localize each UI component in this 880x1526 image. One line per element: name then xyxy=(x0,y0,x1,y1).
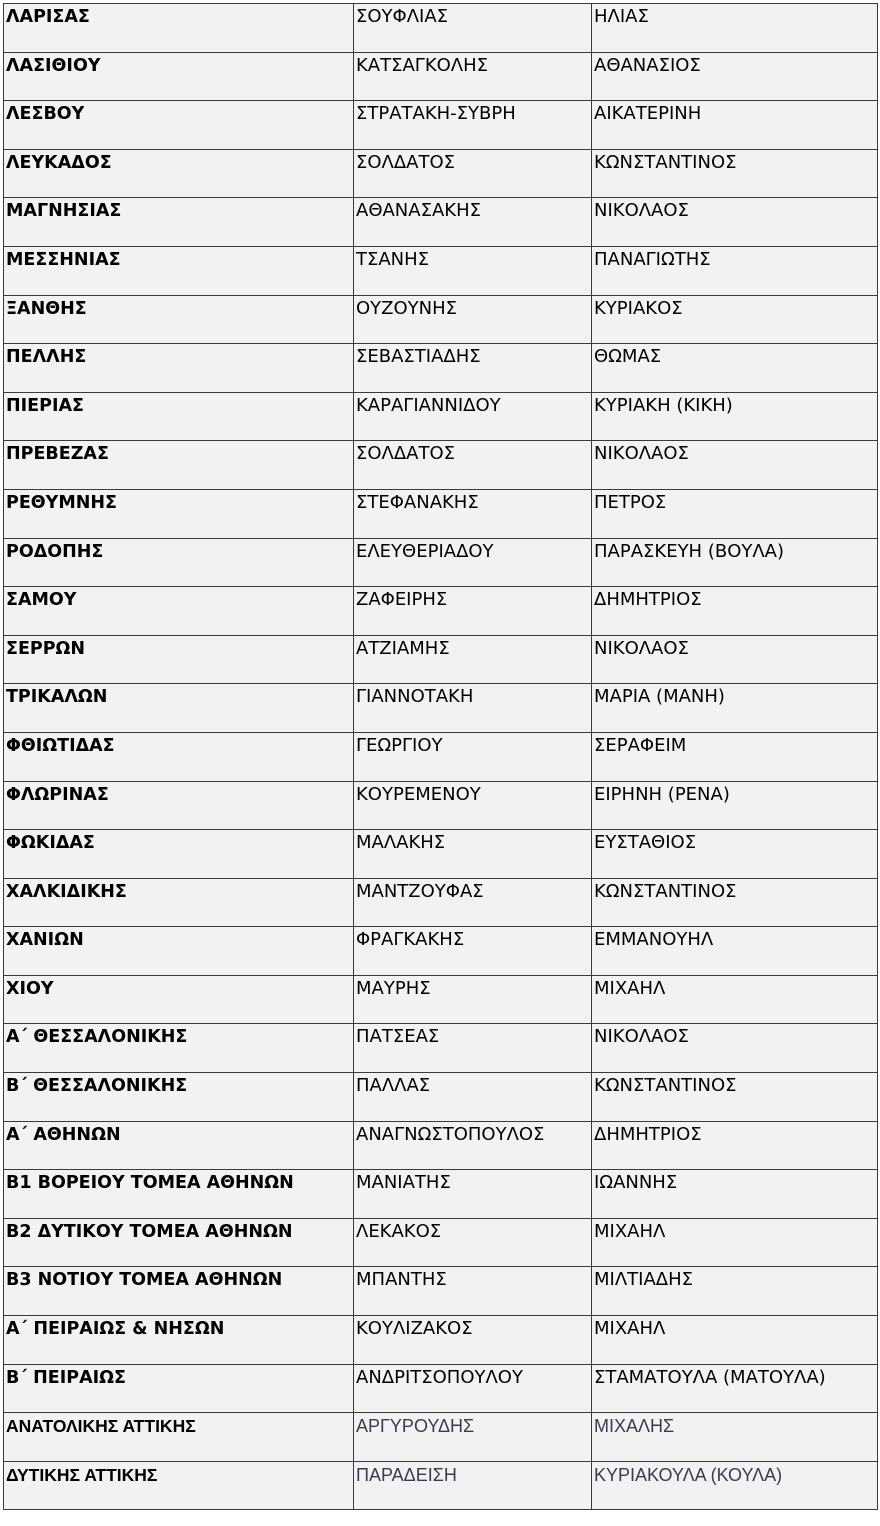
table-row xyxy=(4,1413,878,1462)
surname-cell: ΚΑΡΑΓΙΑΝΝΙΔΟΥ xyxy=(354,392,592,441)
table-row xyxy=(4,1073,878,1122)
surname-cell: ΚΑΤΣΑΓΚΟΛΗΣ xyxy=(354,52,592,101)
region-cell: Α΄ ΑΘΗΝΩΝ xyxy=(4,1121,354,1170)
firstname-cell: ΝΙΚΟΛΑΟΣ xyxy=(592,635,878,684)
region-cell: ΠΡΕΒΕΖΑΣ xyxy=(4,441,354,490)
firstname-cell: ΚΥΡΙΑΚΗ (ΚΙΚΗ) xyxy=(592,392,878,441)
firstname-cell: ΜΙΧΑΛΗΣ xyxy=(592,1413,878,1462)
region-cell: ΣΕΡΡΩΝ xyxy=(4,635,354,684)
region-cell: Β΄ ΠΕΙΡΑΙΩΣ xyxy=(4,1364,354,1413)
firstname-cell: ΚΩΝΣΤΑΝΤΙΝΟΣ xyxy=(592,878,878,927)
table-row xyxy=(4,927,878,976)
table-row xyxy=(4,489,878,538)
surname-cell: ΚΟΥΛΙΖΑΚΟΣ xyxy=(354,1316,592,1365)
surname-cell: ΑΘΑΝΑΣΑΚΗΣ xyxy=(354,198,592,247)
firstname-cell: ΜΙΧΑΗΛ xyxy=(592,1218,878,1267)
table-row xyxy=(4,52,878,101)
surname-cell: ΣΟΥΦΛΙΑΣ xyxy=(354,4,592,53)
region-cell: ΡΕΘΥΜΝΗΣ xyxy=(4,489,354,538)
firstname-cell: ΔΗΜΗΤΡΙΟΣ xyxy=(592,587,878,636)
table-row xyxy=(4,684,878,733)
surname-cell: ΜΑΥΡΗΣ xyxy=(354,975,592,1024)
firstname-cell: ΝΙΚΟΛΑΟΣ xyxy=(592,1024,878,1073)
firstname-cell: ΜΙΛΤΙΑΔΗΣ xyxy=(592,1267,878,1316)
firstname-cell: ΜΙΧΑΗΛ xyxy=(592,1316,878,1365)
table-row xyxy=(4,149,878,198)
region-cell: ΠΙΕΡΙΑΣ xyxy=(4,392,354,441)
surname-cell: ΣΤΕΦΑΝΑΚΗΣ xyxy=(354,489,592,538)
table-row xyxy=(4,295,878,344)
surname-cell: ΟΥΖΟΥΝΗΣ xyxy=(354,295,592,344)
table-row xyxy=(4,1267,878,1316)
region-cell: Α΄ ΘΕΣΣΑΛΟΝΙΚΗΣ xyxy=(4,1024,354,1073)
surname-cell: ΓΙΑΝΝΟΤΑΚΗ xyxy=(354,684,592,733)
surname-cell: ΣΕΒΑΣΤΙΑΔΗΣ xyxy=(354,344,592,393)
region-cell: ΣΑΜΟΥ xyxy=(4,587,354,636)
region-cell: ΡΟΔΟΠΗΣ xyxy=(4,538,354,587)
table-row xyxy=(4,246,878,295)
table-row xyxy=(4,344,878,393)
firstname-cell: ΕΙΡΗΝΗ (ΡΕΝΑ) xyxy=(592,781,878,830)
firstname-cell: ΚΥΡΙΑΚΟΣ xyxy=(592,295,878,344)
surname-cell: ΦΡΑΓΚΑΚΗΣ xyxy=(354,927,592,976)
firstname-cell: ΜΙΧΑΗΛ xyxy=(592,975,878,1024)
region-cell: ΛΕΥΚΑΔΟΣ xyxy=(4,149,354,198)
region-cell: ΛΑΡΙΣΑΣ xyxy=(4,4,354,53)
region-cell: ΜΑΓΝΗΣΙΑΣ xyxy=(4,198,354,247)
surname-cell: ΜΑΛΑΚΗΣ xyxy=(354,830,592,879)
firstname-cell: ΗΛΙΑΣ xyxy=(592,4,878,53)
table-row xyxy=(4,392,878,441)
table-row xyxy=(4,1316,878,1365)
surname-cell: ΠΑΛΛΑΣ xyxy=(354,1073,592,1122)
surname-cell: ΛΕΚΑΚΟΣ xyxy=(354,1218,592,1267)
firstname-cell: ΚΩΝΣΤΑΝΤΙΝΟΣ xyxy=(592,149,878,198)
firstname-cell: ΕΜΜΑΝΟΥΗΛ xyxy=(592,927,878,976)
firstname-cell: ΚΥΡΙΑΚΟΥΛΑ (ΚΟΥΛΑ) xyxy=(592,1461,878,1510)
table-row xyxy=(4,4,878,53)
surname-cell: ΤΣΑΝΗΣ xyxy=(354,246,592,295)
region-cell: Α΄ ΠΕΙΡΑΙΩΣ & ΝΗΣΩΝ xyxy=(4,1316,354,1365)
table-row xyxy=(4,1218,878,1267)
table-row xyxy=(4,975,878,1024)
region-cell: ΤΡΙΚΑΛΩΝ xyxy=(4,684,354,733)
region-cell: ΔΥΤΙΚΗΣ ΑΤΤΙΚΗΣ xyxy=(4,1461,354,1510)
region-cell: ΜΕΣΣΗΝΙΑΣ xyxy=(4,246,354,295)
surname-cell: ΣΤΡΑΤΑΚΗ-ΣΥΒΡΗ xyxy=(354,101,592,150)
table-row xyxy=(4,1364,878,1413)
surname-cell: ΕΛΕΥΘΕΡΙΑΔΟΥ xyxy=(354,538,592,587)
table-row xyxy=(4,441,878,490)
region-cell: Β1 ΒΟΡΕΙΟΥ ΤΟΜΕΑ ΑΘΗΝΩΝ xyxy=(4,1170,354,1219)
firstname-cell: ΣΕΡΑΦΕΙΜ xyxy=(592,732,878,781)
firstname-cell: ΜΑΡΙΑ (ΜΑΝΗ) xyxy=(592,684,878,733)
surname-cell: ΜΑΝΤΖΟΥΦΑΣ xyxy=(354,878,592,927)
table-row xyxy=(4,1170,878,1219)
table-row xyxy=(4,1461,878,1510)
surname-cell: ΣΟΛΔΑΤΟΣ xyxy=(354,149,592,198)
table-row xyxy=(4,538,878,587)
table-row xyxy=(4,101,878,150)
table-row xyxy=(4,830,878,879)
representatives-table xyxy=(3,3,878,1510)
firstname-cell: ΑΘΑΝΑΣΙΟΣ xyxy=(592,52,878,101)
surname-cell: ΠΑΡΑΔΕΙΣΗ xyxy=(354,1461,592,1510)
surname-cell: ΑΡΓΥΡΟΥΔΗΣ xyxy=(354,1413,592,1462)
region-cell: ΦΘΙΩΤΙΔΑΣ xyxy=(4,732,354,781)
region-cell: ΧΙΟΥ xyxy=(4,975,354,1024)
firstname-cell: ΚΩΝΣΤΑΝΤΙΝΟΣ xyxy=(592,1073,878,1122)
firstname-cell: ΠΑΝΑΓΙΩΤΗΣ xyxy=(592,246,878,295)
surname-cell: ΚΟΥΡΕΜΕΝΟΥ xyxy=(354,781,592,830)
surname-cell: ΠΑΤΣΕΑΣ xyxy=(354,1024,592,1073)
region-cell: ΧΑΝΙΩΝ xyxy=(4,927,354,976)
region-cell: Β΄ ΘΕΣΣΑΛΟΝΙΚΗΣ xyxy=(4,1073,354,1122)
firstname-cell: ΝΙΚΟΛΑΟΣ xyxy=(592,198,878,247)
table-row xyxy=(4,198,878,247)
table-row xyxy=(4,1121,878,1170)
surname-cell: ΑΝΔΡΙΤΣΟΠΟΥΛΟΥ xyxy=(354,1364,592,1413)
surname-cell: ΣΟΛΔΑΤΟΣ xyxy=(354,441,592,490)
table-body xyxy=(4,4,878,1510)
table-row xyxy=(4,878,878,927)
firstname-cell: ΠΑΡΑΣΚΕΥΗ (ΒΟΥΛΑ) xyxy=(592,538,878,587)
region-cell: ΛΕΣΒΟΥ xyxy=(4,101,354,150)
surname-cell: ΜΠΑΝΤΗΣ xyxy=(354,1267,592,1316)
firstname-cell: ΘΩΜΑΣ xyxy=(592,344,878,393)
firstname-cell: ΔΗΜΗΤΡΙΟΣ xyxy=(592,1121,878,1170)
table-row xyxy=(4,587,878,636)
region-cell: Β2 ΔΥΤΙΚΟΥ ΤΟΜΕΑ ΑΘΗΝΩΝ xyxy=(4,1218,354,1267)
firstname-cell: ΕΥΣΤΑΘΙΟΣ xyxy=(592,830,878,879)
surname-cell: ΓΕΩΡΓΙΟΥ xyxy=(354,732,592,781)
table-row xyxy=(4,1024,878,1073)
region-cell: ΠΕΛΛΗΣ xyxy=(4,344,354,393)
surname-cell: ΖΑΦΕΙΡΗΣ xyxy=(354,587,592,636)
region-cell: ΛΑΣΙΘΙΟΥ xyxy=(4,52,354,101)
region-cell: ΞΑΝΘΗΣ xyxy=(4,295,354,344)
firstname-cell: ΑΙΚΑΤΕΡΙΝΗ xyxy=(592,101,878,150)
region-cell: ΑΝΑΤΟΛΙΚΗΣ ΑΤΤΙΚΗΣ xyxy=(4,1413,354,1462)
surname-cell: ΑΝΑΓΝΩΣΤΟΠΟΥΛΟΣ xyxy=(354,1121,592,1170)
surname-cell: ΜΑΝΙΑΤΗΣ xyxy=(354,1170,592,1219)
table-row xyxy=(4,732,878,781)
surname-cell: ΑΤΖΙΑΜΗΣ xyxy=(354,635,592,684)
table-row xyxy=(4,781,878,830)
firstname-cell: ΙΩΑΝΝΗΣ xyxy=(592,1170,878,1219)
firstname-cell: ΝΙΚΟΛΑΟΣ xyxy=(592,441,878,490)
region-cell: ΦΛΩΡΙΝΑΣ xyxy=(4,781,354,830)
firstname-cell: ΠΕΤΡΟΣ xyxy=(592,489,878,538)
region-cell: ΦΩΚΙΔΑΣ xyxy=(4,830,354,879)
table-row xyxy=(4,635,878,684)
firstname-cell: ΣΤΑΜΑΤΟΥΛΑ (ΜΑΤΟΥΛΑ) xyxy=(592,1364,878,1413)
region-cell: Β3 ΝΟΤΙΟΥ ΤΟΜΕΑ ΑΘΗΝΩΝ xyxy=(4,1267,354,1316)
region-cell: ΧΑΛΚΙΔΙΚΗΣ xyxy=(4,878,354,927)
